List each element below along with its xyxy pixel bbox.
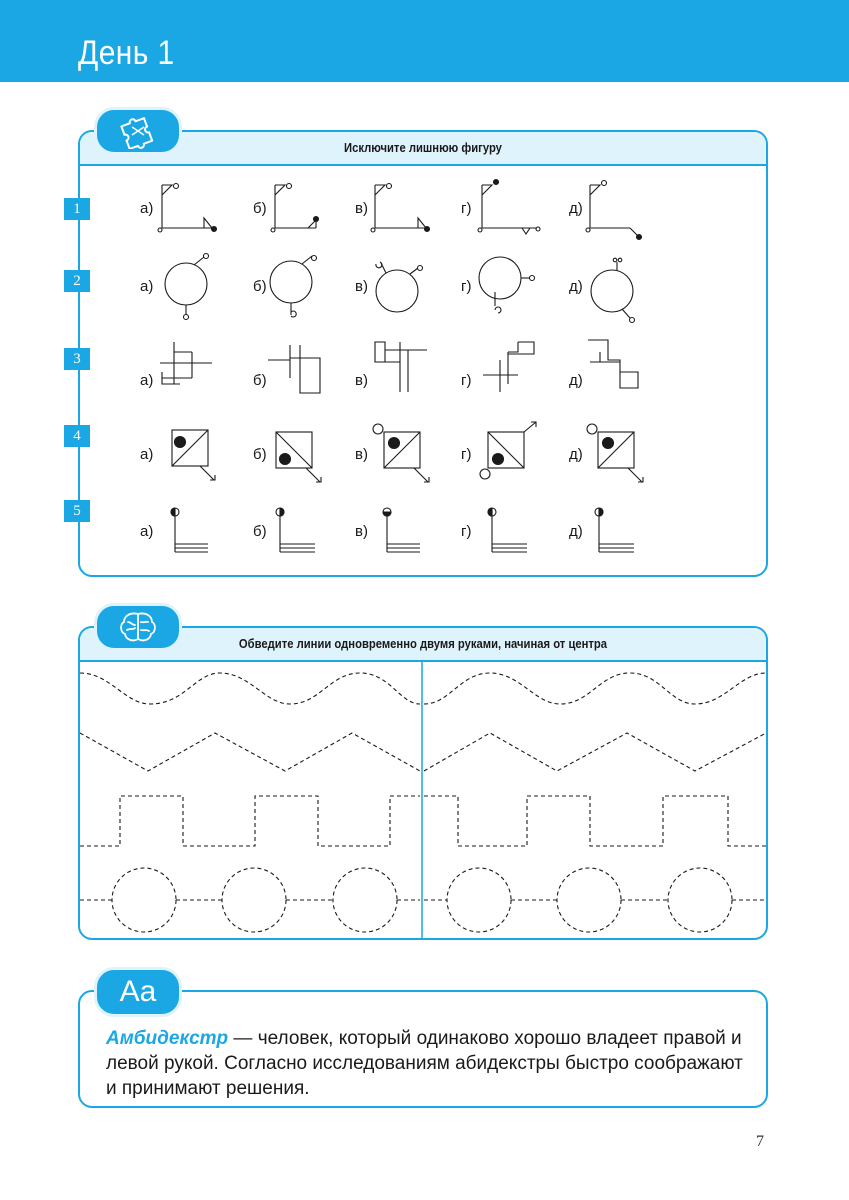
option-label: в) bbox=[355, 446, 368, 463]
option-label: б) bbox=[253, 200, 267, 217]
option-label: д) bbox=[569, 446, 583, 463]
option-label: в) bbox=[355, 278, 368, 295]
row-number: 2 bbox=[64, 270, 90, 292]
wave-line-left bbox=[80, 673, 420, 704]
exercise-title: Обведите линии одновременно двумя руками, начиная от центра bbox=[238, 637, 608, 651]
zigzag-line-left bbox=[80, 733, 420, 771]
option-label: б) bbox=[253, 446, 267, 463]
option-label: б) bbox=[253, 523, 267, 540]
wave-line-right bbox=[424, 673, 766, 704]
option-label: г) bbox=[461, 446, 472, 463]
row-number: 4 bbox=[64, 425, 90, 447]
vocabulary-badge-label: Aa bbox=[119, 975, 157, 1008]
option-label: г) bbox=[461, 372, 472, 389]
row-number: 1 bbox=[64, 198, 90, 220]
option-label: г) bbox=[461, 278, 472, 295]
option-label: д) bbox=[569, 200, 583, 217]
exercise-title: Исключите лишнюю фигуру bbox=[344, 141, 502, 155]
option-label: д) bbox=[569, 278, 583, 295]
definition-body: — человек, который одинаково хорошо владеет правой и левой рукой. Согласно исследованиям абидекстры быстро соображают и принимают решения. bbox=[106, 1028, 743, 1099]
row-number: 5 bbox=[64, 500, 90, 522]
option-label: г) bbox=[461, 523, 472, 540]
option-label: в) bbox=[355, 523, 368, 540]
square-wave-left bbox=[80, 796, 420, 846]
vocabulary-badge bbox=[94, 967, 182, 1017]
option-label: б) bbox=[253, 372, 267, 389]
square-wave-right bbox=[424, 796, 766, 846]
row-number: 3 bbox=[64, 348, 90, 370]
option-label: в) bbox=[355, 372, 368, 389]
definition-term: Амбидекстр bbox=[106, 1028, 229, 1049]
day-title: День 1 bbox=[78, 34, 175, 72]
option-label: а) bbox=[140, 372, 154, 389]
option-label: а) bbox=[140, 200, 154, 217]
option-label: а) bbox=[140, 446, 154, 463]
definition-text bbox=[106, 1026, 746, 1101]
zigzag-line-right bbox=[424, 733, 766, 771]
option-label: а) bbox=[140, 278, 154, 295]
page-number: 7 bbox=[756, 1133, 764, 1150]
option-label: д) bbox=[569, 523, 583, 540]
option-label: б) bbox=[253, 278, 267, 295]
option-label: а) bbox=[140, 523, 154, 540]
option-label: в) bbox=[355, 200, 368, 217]
option-label: д) bbox=[569, 372, 583, 389]
definition-panel bbox=[78, 990, 768, 1108]
option-label: г) bbox=[461, 200, 472, 217]
